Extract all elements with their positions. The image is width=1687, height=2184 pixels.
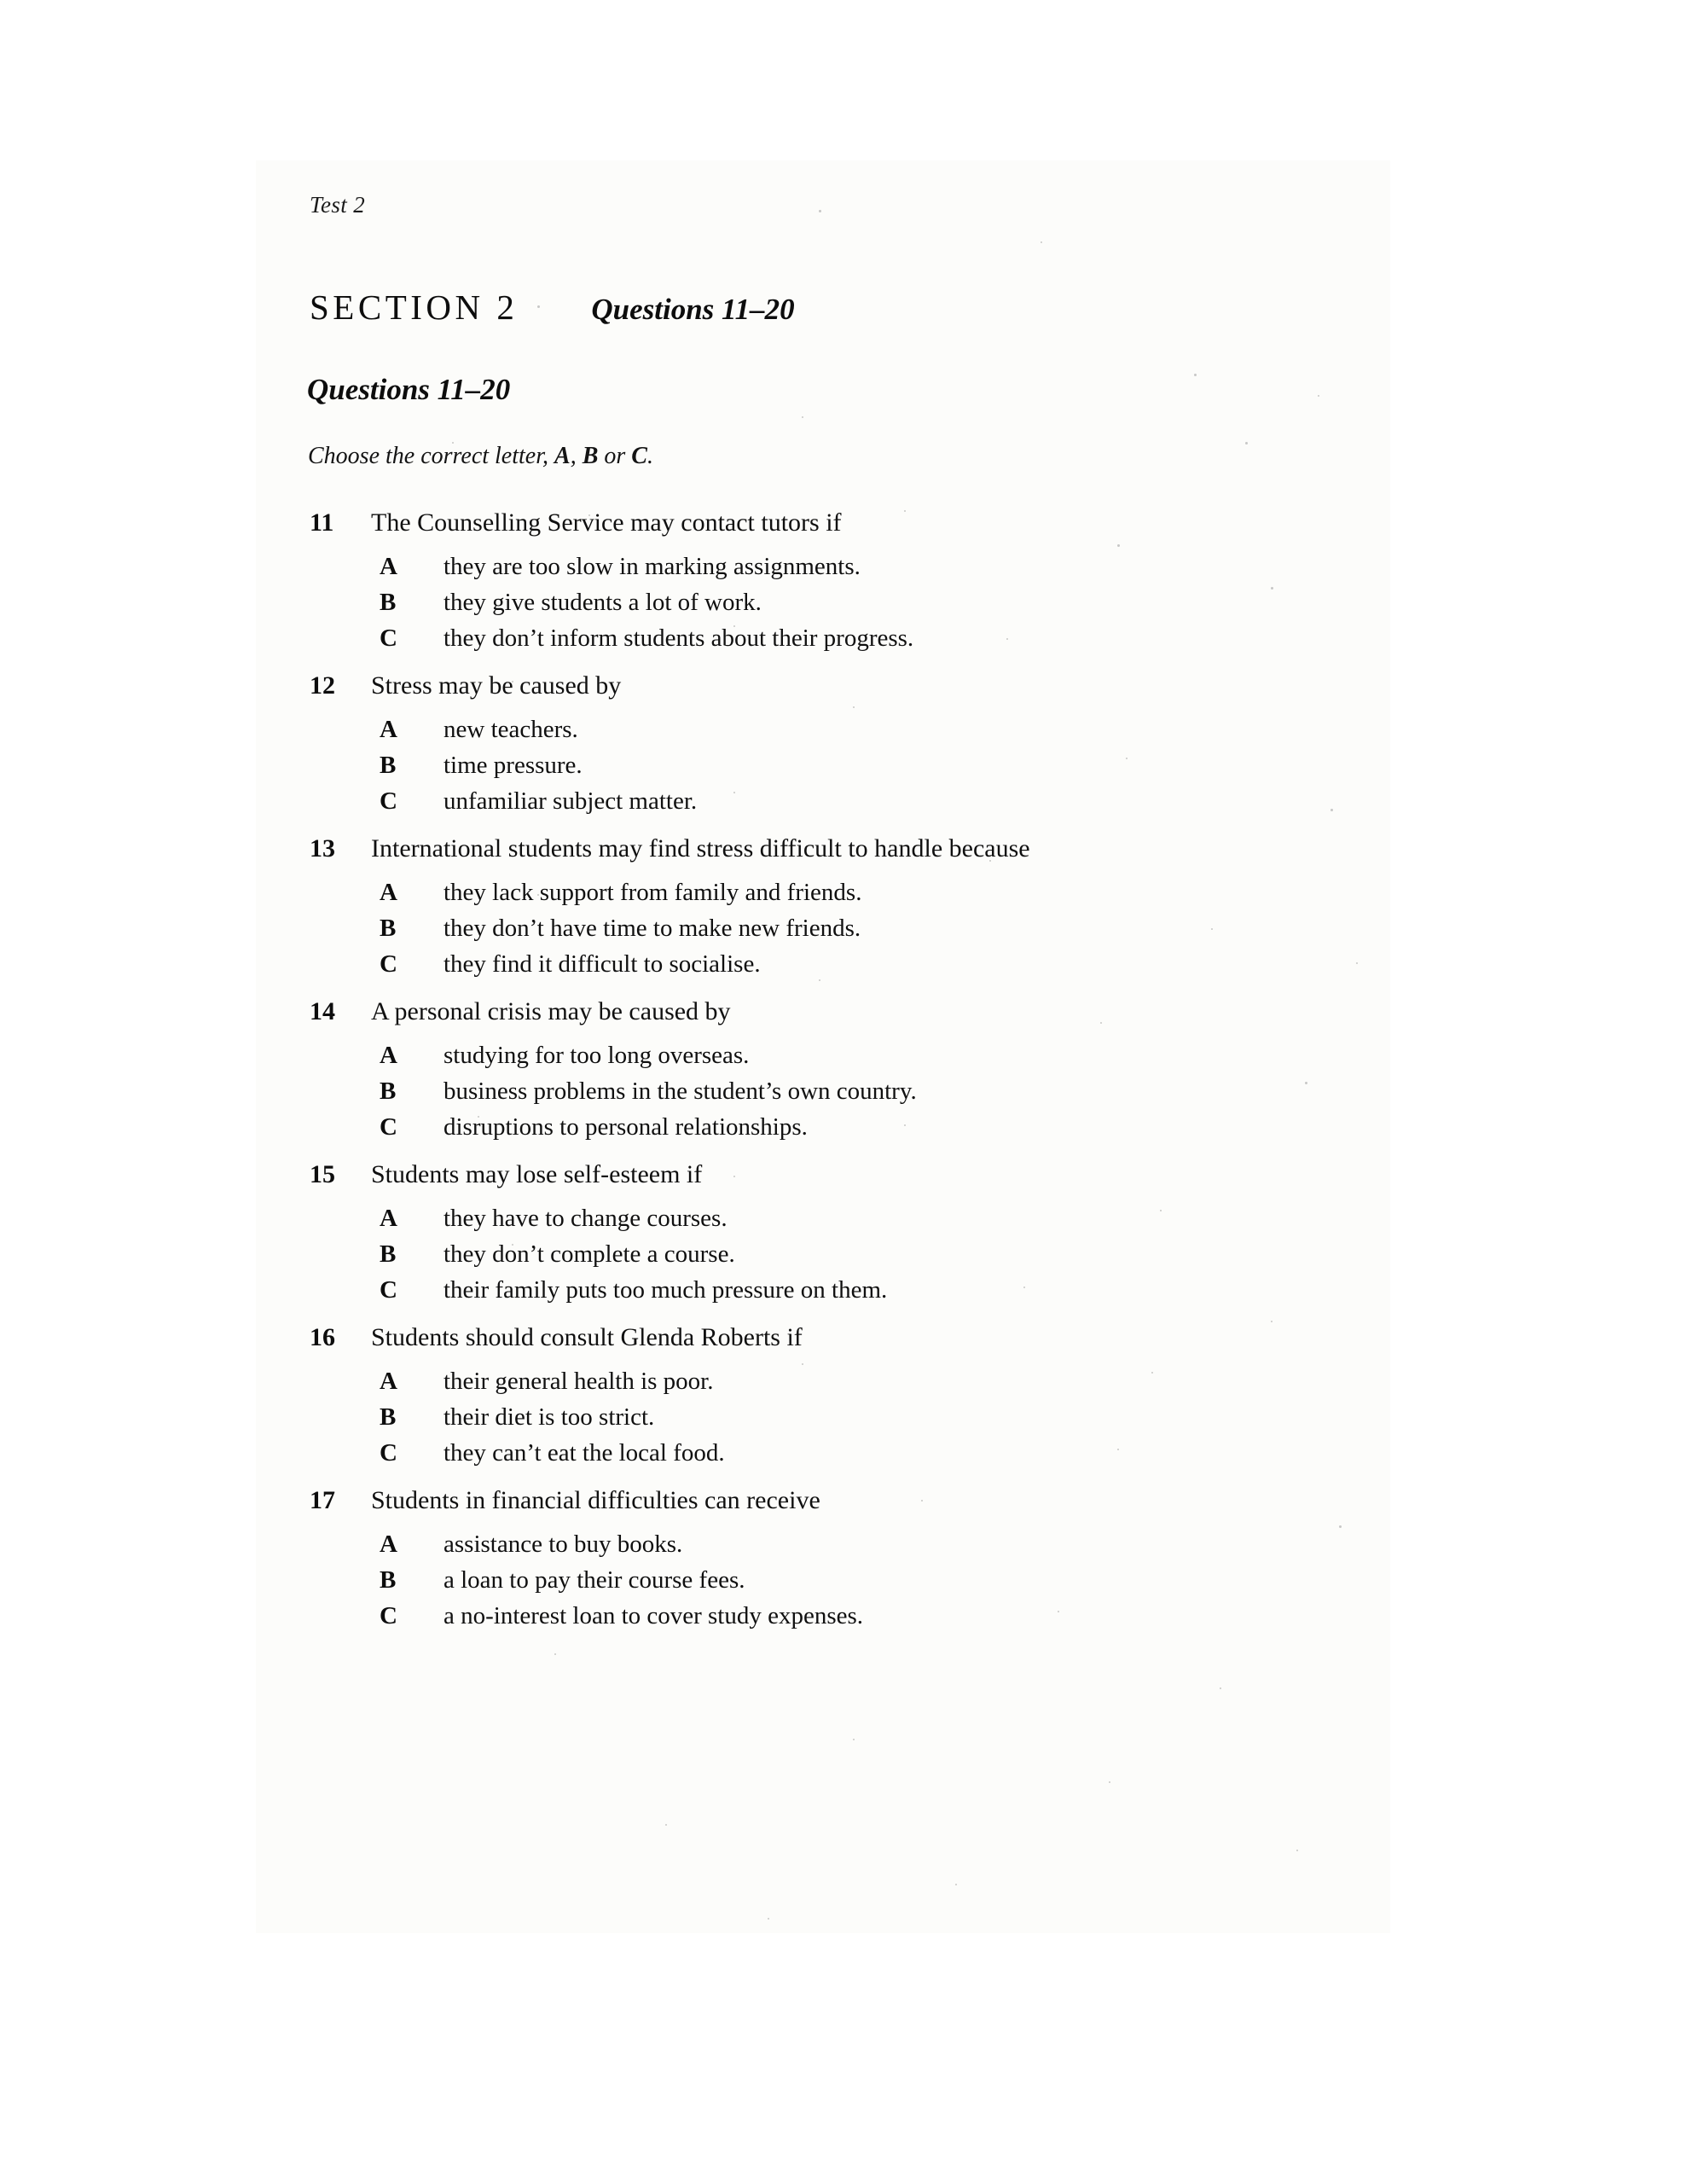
option-text: their general health is poor. xyxy=(443,1368,714,1395)
answer-option[interactable] xyxy=(0,590,1687,615)
instruction-letter-b: B xyxy=(582,443,599,469)
question-text: Students may lose self-esteem if xyxy=(371,1160,703,1188)
instruction-period: . xyxy=(646,443,653,469)
question-block xyxy=(0,997,1687,1140)
answer-options xyxy=(0,880,1687,977)
section-title: SECTION 2 xyxy=(310,288,519,327)
option-text: time pressure. xyxy=(443,752,583,779)
answer-options xyxy=(0,717,1687,814)
section-question-range: Questions 11–20 xyxy=(591,293,795,326)
option-letter: C xyxy=(380,1113,397,1141)
option-letter: C xyxy=(380,787,397,815)
option-text: they don’t have time to make new friends. xyxy=(443,915,861,942)
answer-options xyxy=(0,1532,1687,1629)
option-text: unfamiliar subject matter. xyxy=(443,787,698,815)
option-letter: A xyxy=(380,716,397,743)
option-text: they can’t eat the local food. xyxy=(443,1439,725,1467)
question-text: Stress may be caused by xyxy=(371,671,622,700)
instruction-prefix: Choose the correct letter, xyxy=(308,443,549,469)
option-text: a loan to pay their course fees. xyxy=(443,1566,745,1594)
answer-option[interactable] xyxy=(0,1568,1687,1593)
option-text: a no-interest loan to cover study expenses. xyxy=(443,1602,864,1629)
instruction-line xyxy=(308,443,653,470)
option-text: they don’t inform students about their progress. xyxy=(443,624,914,652)
question-number: 12 xyxy=(310,671,335,700)
option-text: new teachers. xyxy=(443,716,578,743)
instruction-or: or xyxy=(604,443,626,469)
question-block xyxy=(0,508,1687,651)
answer-option[interactable] xyxy=(0,952,1687,977)
option-text: studying for too long overseas. xyxy=(443,1042,750,1069)
running-head: Test 2 xyxy=(310,192,366,218)
option-text: they have to change courses. xyxy=(443,1205,728,1232)
option-text: they lack support from family and friends. xyxy=(443,879,862,906)
answer-option[interactable] xyxy=(0,789,1687,814)
answer-option[interactable] xyxy=(0,1369,1687,1394)
option-text: their family puts too much pressure on them. xyxy=(443,1276,888,1304)
question-number: 14 xyxy=(310,997,335,1025)
answer-option[interactable] xyxy=(0,626,1687,651)
answer-option[interactable] xyxy=(0,1604,1687,1629)
question-block xyxy=(0,1160,1687,1303)
question-number: 11 xyxy=(310,508,334,537)
answer-options xyxy=(0,1043,1687,1140)
answer-option[interactable] xyxy=(0,1242,1687,1267)
option-text: business problems in the student’s own country. xyxy=(443,1077,917,1105)
answer-option[interactable] xyxy=(0,880,1687,905)
answer-option[interactable] xyxy=(0,1043,1687,1068)
option-text: they don’t complete a course. xyxy=(443,1240,735,1268)
question-block xyxy=(0,671,1687,814)
answer-option[interactable] xyxy=(0,717,1687,742)
question-text: A personal crisis may be caused by xyxy=(371,997,731,1025)
answer-options xyxy=(0,555,1687,651)
answer-option[interactable] xyxy=(0,1405,1687,1430)
option-letter: B xyxy=(380,915,397,942)
question-number: 13 xyxy=(310,834,335,863)
option-text: they give students a lot of work. xyxy=(443,589,762,616)
question-text: Students should consult Glenda Roberts if xyxy=(371,1323,803,1351)
instruction-letter-a: A xyxy=(554,443,571,469)
option-text: they are too slow in marking assignments. xyxy=(443,553,861,580)
option-letter: C xyxy=(380,1602,397,1629)
option-letter: C xyxy=(380,1439,397,1467)
question-number: 17 xyxy=(310,1486,335,1514)
question-stem xyxy=(0,1323,1687,1352)
option-letter: B xyxy=(380,752,397,779)
answer-option[interactable] xyxy=(0,1278,1687,1303)
answer-option[interactable] xyxy=(0,1079,1687,1104)
question-block xyxy=(0,1323,1687,1466)
questions-subheading: Questions 11–20 xyxy=(307,373,511,406)
option-letter: C xyxy=(380,624,397,652)
questions-list xyxy=(0,508,1687,1649)
question-block xyxy=(0,834,1687,977)
answer-option[interactable] xyxy=(0,1441,1687,1466)
question-number: 15 xyxy=(310,1160,335,1188)
answer-options xyxy=(0,1206,1687,1303)
option-text: they find it difficult to socialise. xyxy=(443,950,761,978)
answer-options xyxy=(0,1369,1687,1466)
option-text: disruptions to personal relationships. xyxy=(443,1113,808,1141)
answer-option[interactable] xyxy=(0,1115,1687,1140)
option-letter: B xyxy=(380,1566,397,1594)
option-letter: C xyxy=(380,1276,397,1304)
option-letter: A xyxy=(380,1205,397,1232)
option-letter: B xyxy=(380,589,397,616)
question-stem xyxy=(0,671,1687,700)
question-block xyxy=(0,1486,1687,1629)
answer-option[interactable] xyxy=(0,753,1687,778)
option-letter: C xyxy=(380,950,397,978)
answer-option[interactable] xyxy=(0,555,1687,579)
question-stem xyxy=(0,997,1687,1026)
instruction-comma: , xyxy=(570,443,577,469)
option-letter: A xyxy=(380,1531,397,1558)
answer-option[interactable] xyxy=(0,916,1687,941)
instruction-letter-c: C xyxy=(631,443,647,469)
question-stem xyxy=(0,1486,1687,1515)
question-stem xyxy=(0,508,1687,537)
option-text: assistance to buy books. xyxy=(443,1531,683,1558)
question-stem xyxy=(0,1160,1687,1189)
question-text: International students may find stress difficult to handle because xyxy=(371,834,1030,863)
option-text: their diet is too strict. xyxy=(443,1403,655,1431)
option-letter: A xyxy=(380,1042,397,1069)
section-header xyxy=(310,287,795,328)
question-text: The Counselling Service may contact tutors if xyxy=(371,508,842,537)
option-letter: B xyxy=(380,1077,397,1105)
question-stem xyxy=(0,834,1687,863)
question-text: Students in financial difficulties can receive xyxy=(371,1486,820,1514)
option-letter: B xyxy=(380,1403,397,1431)
option-letter: A xyxy=(380,879,397,906)
option-letter: B xyxy=(380,1240,397,1268)
question-number: 16 xyxy=(310,1323,335,1351)
option-letter: A xyxy=(380,1368,397,1395)
option-letter: A xyxy=(380,553,397,580)
answer-option[interactable] xyxy=(0,1532,1687,1557)
answer-option[interactable] xyxy=(0,1206,1687,1231)
